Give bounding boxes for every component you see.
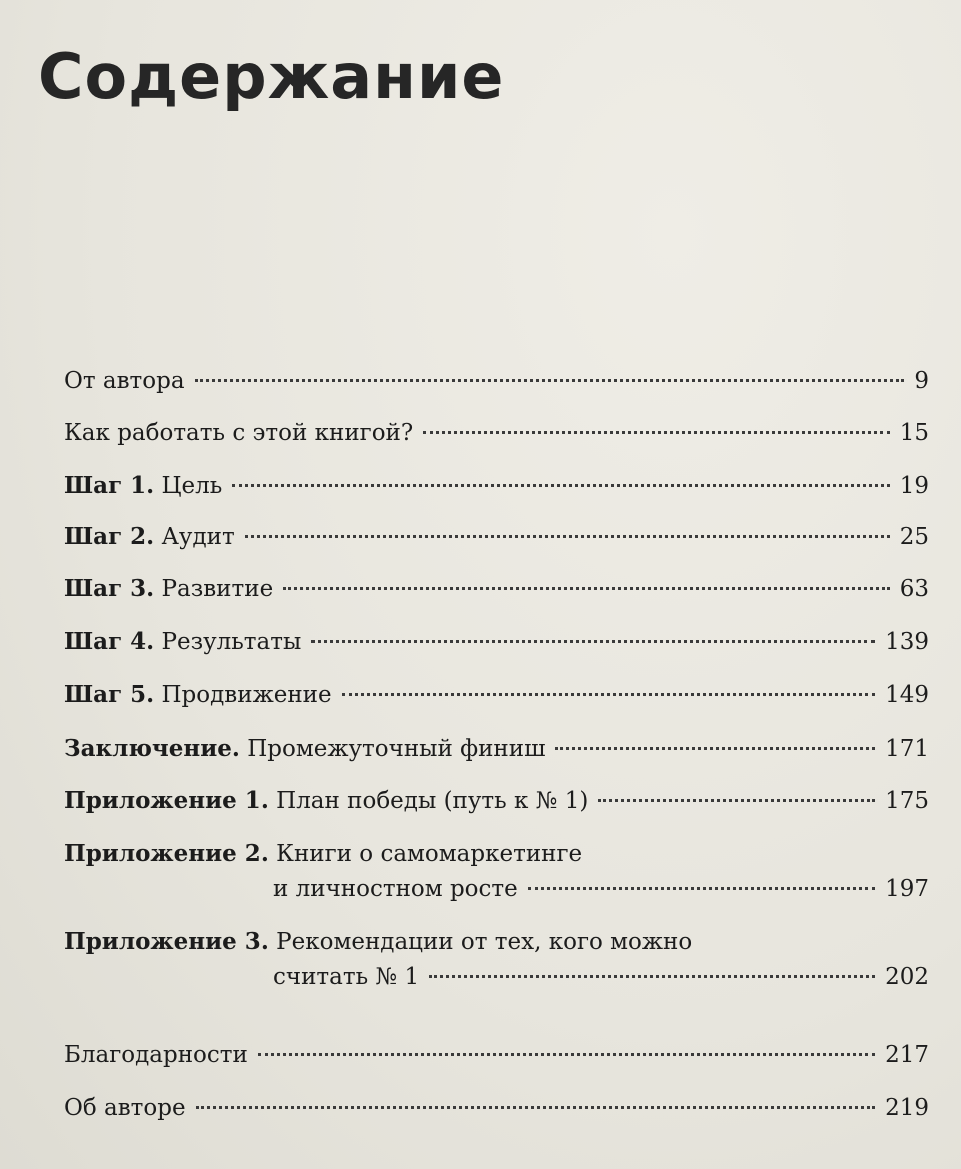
- toc-entry[interactable]: [64, 627, 929, 657]
- toc-entry-prefix: Шаг 2.: [64, 523, 155, 550]
- toc-entry-label: Книги о самомаркетинге: [276, 841, 583, 867]
- toc-entry[interactable]: [64, 962, 929, 992]
- toc-entry-page: 197: [885, 876, 929, 902]
- toc-entry[interactable]: [64, 574, 929, 604]
- toc-entry[interactable]: [64, 471, 929, 501]
- toc-entry[interactable]: [64, 1093, 929, 1123]
- toc-entry-prefix: Приложение 3.: [64, 928, 269, 955]
- dot-leader: [283, 587, 890, 590]
- dot-leader: [311, 640, 875, 643]
- toc-entry-page: 63: [899, 576, 929, 602]
- toc-entry-page: 219: [885, 1095, 929, 1121]
- dot-leader: [245, 535, 890, 538]
- toc-entry[interactable]: [64, 1040, 929, 1070]
- dot-leader: [342, 693, 875, 696]
- toc-entry-page: 171: [885, 736, 929, 762]
- dot-leader: [429, 975, 875, 978]
- toc-entry-label-continued: считать № 1: [273, 964, 420, 990]
- toc-entry[interactable]: [64, 522, 929, 552]
- toc-entry-page: 217: [885, 1042, 929, 1068]
- toc-entry-page: 19: [899, 473, 929, 499]
- dot-leader: [232, 484, 889, 487]
- toc-entry-label: Рекомендации от тех, кого можно: [276, 929, 693, 955]
- toc-entry-first-line[interactable]: [64, 839, 582, 869]
- dot-leader: [528, 887, 875, 890]
- dot-leader: [555, 747, 875, 750]
- dot-leader: [258, 1053, 875, 1056]
- toc-entry-label: Цель: [161, 473, 223, 499]
- dot-leader: [598, 799, 875, 802]
- toc-entry-page: 139: [885, 629, 929, 655]
- toc-entry-label: Промежуточный финиш: [247, 736, 546, 762]
- page-title: Содержание: [38, 40, 505, 113]
- toc-entry-label: Продвижение: [161, 682, 332, 708]
- toc-entry-label-continued: и личностном росте: [273, 876, 518, 902]
- toc-entry-first-line[interactable]: [64, 927, 692, 957]
- toc-entry[interactable]: [64, 418, 929, 448]
- toc-entry-prefix: Шаг 4.: [64, 628, 155, 655]
- toc-entry[interactable]: [64, 680, 929, 710]
- toc-entry-prefix: Шаг 5.: [64, 681, 155, 708]
- toc-entry-label: План победы (путь к № 1): [276, 788, 589, 814]
- toc-entry-label: Об авторе: [64, 1095, 186, 1121]
- toc-entry-prefix: Шаг 1.: [64, 472, 155, 499]
- toc-entry-prefix: Приложение 2.: [64, 840, 269, 867]
- toc-entry-label: Развитие: [161, 576, 274, 602]
- dot-leader: [423, 431, 890, 434]
- dot-leader: [196, 1106, 876, 1109]
- toc-entry-label: От автора: [64, 368, 185, 394]
- toc-entry[interactable]: [64, 366, 929, 396]
- toc-entry-prefix: Заключение.: [64, 735, 240, 762]
- toc-entry[interactable]: [64, 874, 929, 904]
- toc-entry-prefix: Приложение 1.: [64, 787, 269, 814]
- toc-entry-prefix: Шаг 3.: [64, 575, 155, 602]
- dot-leader: [195, 379, 905, 382]
- toc-entry-label: Благодарности: [64, 1042, 248, 1068]
- toc-entry-page: 202: [885, 964, 929, 990]
- toc-entry[interactable]: [64, 786, 929, 816]
- toc-entry[interactable]: [64, 734, 929, 764]
- toc-entry-page: 9: [914, 368, 929, 394]
- toc-entry-page: 15: [899, 420, 929, 446]
- toc-entry-label: Результаты: [161, 629, 302, 655]
- toc-entry-page: 25: [899, 524, 929, 550]
- toc-entry-page: 149: [885, 682, 929, 708]
- toc-entry-page: 175: [885, 788, 929, 814]
- toc-entry-label: Как работать с этой книгой?: [64, 420, 414, 446]
- toc-entry-label: Аудит: [161, 524, 235, 550]
